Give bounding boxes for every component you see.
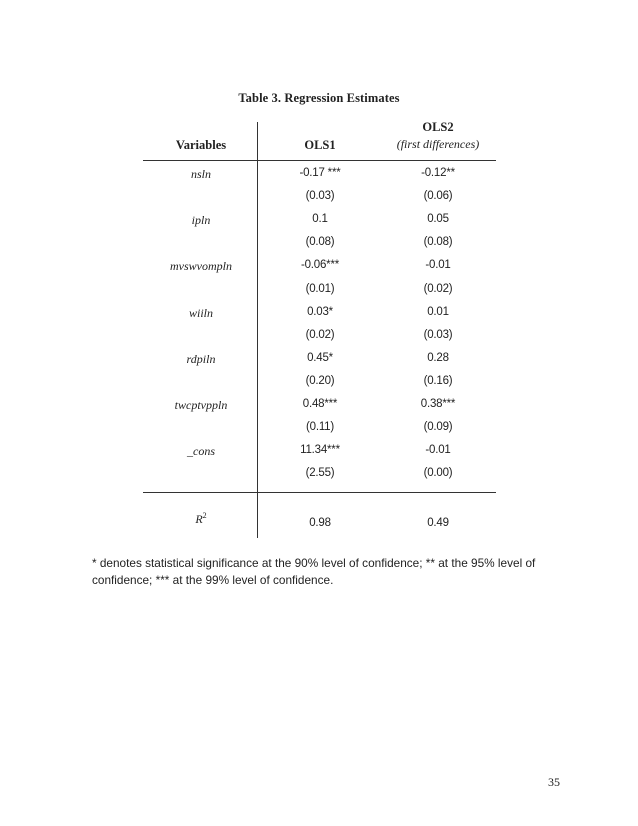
ols2-coefficient: -0.12** [421, 167, 455, 179]
ols1-coefficient: 0.03* [307, 306, 333, 318]
ols2-coefficient: 0.05 [427, 213, 449, 225]
ols2-coefficient: -0.01 [425, 444, 451, 456]
header-variables: Variables [175, 138, 227, 152]
footnote: * denotes statistical significance at the 90% level of confidence; ** at the 95% level of confidence; *** at the 99% level of confidence. [92, 556, 536, 587]
ols1-coefficient: 0.45* [307, 352, 333, 364]
variable-name: twcptvppln [174, 398, 228, 412]
ols1-std-error: (0.03) [305, 190, 335, 202]
ols2-coefficient: -0.01 [425, 259, 451, 271]
header-ols1: OLS1 [304, 138, 336, 152]
variable-name: wiiln [188, 306, 213, 320]
ols2-std-error: (0.00) [423, 467, 453, 479]
ols1-coefficient: -0.17 *** [299, 167, 341, 179]
ols2-std-error: (0.09) [423, 421, 453, 433]
ols2-std-error: (0.06) [423, 190, 453, 202]
header-rule [143, 160, 496, 161]
ols1-std-error: (0.01) [305, 283, 335, 295]
ols1-std-error: (0.11) [306, 421, 334, 433]
variable-name: _cons [187, 444, 215, 458]
variable-name: nsln [190, 167, 211, 181]
ols2-std-error: (0.08) [423, 236, 453, 248]
ols1-coefficient: 0.1 [312, 213, 328, 225]
ols2-std-error: (0.16) [423, 375, 453, 387]
table-title: Table 3. Regression Estimates [238, 91, 400, 105]
page-number: 35 [548, 775, 560, 789]
r-squared-letter: R [195, 512, 203, 526]
ols2-std-error: (0.02) [423, 283, 453, 295]
variable-name: mvswvompln [170, 259, 232, 273]
bottom-rule [143, 492, 496, 493]
ols2-std-error: (0.03) [423, 329, 453, 341]
r-squared-ols1: 0.98 [309, 517, 331, 529]
ols1-std-error: (0.02) [305, 329, 335, 341]
ols1-coefficient: 11.34*** [300, 444, 340, 456]
ols2-coefficient: 0.28 [427, 352, 449, 364]
r-squared-label [130, 511, 272, 527]
ols1-std-error: (0.20) [305, 375, 335, 387]
header-ols2: OLS2 [422, 120, 454, 134]
variable-name: ipln [191, 213, 211, 227]
ols2-coefficient: 0.01 [427, 306, 449, 318]
header-ols2-subtitle: (first differences) [396, 137, 480, 151]
ols2-coefficient: 0.38*** [420, 398, 456, 410]
r-squared-superscript: 2 [202, 511, 207, 520]
ols1-std-error: (0.08) [305, 236, 335, 248]
ols1-coefficient: -0.06*** [300, 259, 340, 271]
ols1-coefficient: 0.48*** [302, 398, 338, 410]
variable-name: rdpiln [186, 352, 216, 366]
ols1-std-error: (2.55) [305, 467, 335, 479]
column-divider [257, 122, 258, 538]
r-squared-ols2: 0.49 [427, 517, 449, 529]
